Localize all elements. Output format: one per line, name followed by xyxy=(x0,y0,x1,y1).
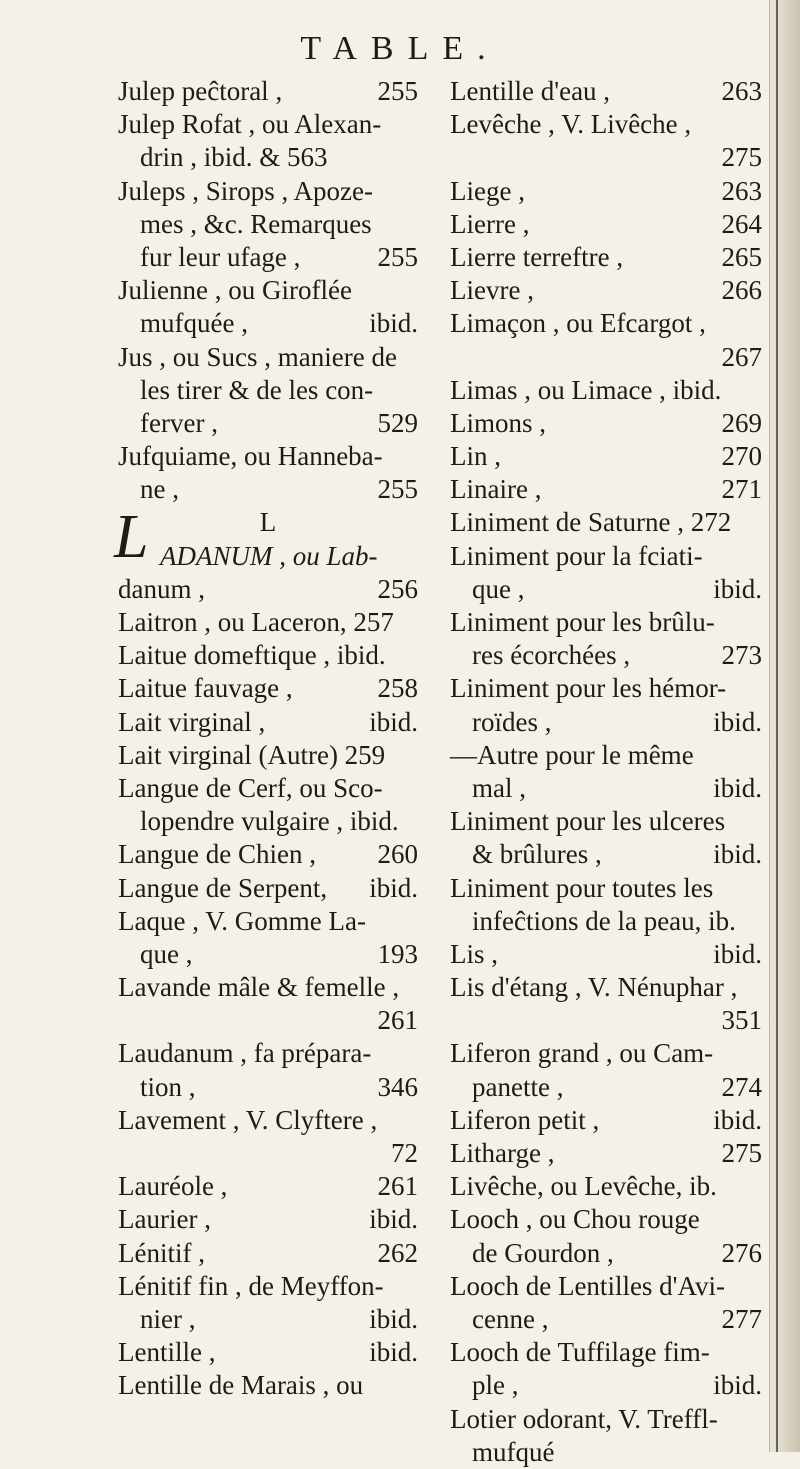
entry-text: Liniment pour toutes les xyxy=(450,872,714,903)
entry-page: ibid. xyxy=(369,706,418,737)
index-entry xyxy=(450,938,762,971)
entry-text: Jus , ou Sucs , maniere de xyxy=(118,341,397,372)
index-entry xyxy=(450,141,762,174)
entry-text: Lin , xyxy=(450,441,501,472)
entry-text: Laitue fauvage , xyxy=(118,673,293,704)
index-entry xyxy=(450,1071,762,1104)
entry-page: ibid. xyxy=(369,872,418,903)
index-entry xyxy=(118,1104,418,1137)
entry-text: Lavande mâle & femelle , xyxy=(118,972,400,1003)
entry-page: ibid. xyxy=(713,839,762,870)
entry-text: Laudanum , fa prépara- xyxy=(118,1038,372,1069)
entry-text: Lavement , V. Clyftere , xyxy=(118,1104,378,1135)
entry-page: 277 xyxy=(721,1303,762,1334)
entry-page: 267 xyxy=(721,341,762,372)
entry-text: Lait virginal (Autre) 259 xyxy=(118,739,386,770)
index-entry xyxy=(118,341,418,374)
index-entry xyxy=(118,1203,418,1236)
entry-text: Liniment de Saturne , 272 xyxy=(450,507,732,538)
index-entry xyxy=(118,971,418,1004)
entry-page: ibid. xyxy=(713,706,762,737)
entry-text: mufquée , xyxy=(140,308,248,339)
index-entry xyxy=(114,502,418,573)
index-entry xyxy=(450,573,762,606)
index-entry xyxy=(118,905,418,938)
index-entry xyxy=(450,706,762,739)
entry-text: Levêche , V. Livêche , xyxy=(450,109,692,140)
entry-text: Livêche, ou Levêche, ib. xyxy=(450,1171,717,1202)
entry-page: 261 xyxy=(377,1171,418,1202)
entry-page: 346 xyxy=(377,1071,418,1102)
index-entry xyxy=(118,1037,418,1070)
entry-text: que , xyxy=(140,938,193,969)
entry-page: 274 xyxy=(721,1071,762,1102)
entry-text: & brûlures , xyxy=(472,839,602,870)
index-entry xyxy=(450,1303,762,1336)
index-entry xyxy=(450,1170,762,1203)
entry-text: Julienne , ou Giroflée xyxy=(118,275,352,306)
index-entry xyxy=(450,175,762,208)
entry-text: Lis d'étang , V. Nénuphar , xyxy=(450,972,738,1003)
index-entry xyxy=(450,1436,762,1469)
index-entry xyxy=(118,1270,418,1303)
index-entry xyxy=(118,772,418,805)
entry-text: L xyxy=(259,507,277,538)
entry-text: Liniment pour les brûlu- xyxy=(450,607,715,637)
index-entry xyxy=(118,473,418,506)
entry-text: mal , xyxy=(472,772,526,803)
entry-text: Lis , xyxy=(450,938,499,969)
entry-page: 265 xyxy=(721,241,762,272)
index-entry xyxy=(118,1071,418,1104)
entry-page: 266 xyxy=(721,275,762,306)
index-entry xyxy=(450,872,762,905)
index-entry xyxy=(450,75,762,108)
entry-text: Laurier , xyxy=(118,1204,211,1235)
index-entry xyxy=(118,108,418,141)
index-entry xyxy=(450,473,762,506)
entry-page: ibid. xyxy=(369,1337,418,1368)
entry-text: Juleps , Sirops , Apoze- xyxy=(118,175,373,206)
entry-page: 256 xyxy=(377,573,418,604)
entry-text: panette , xyxy=(472,1071,564,1102)
entry-text: les tirer & de les con- xyxy=(140,374,374,405)
entry-page: 271 xyxy=(721,474,762,505)
entry-text: roïdes , xyxy=(472,706,552,737)
entry-text: Lentille , xyxy=(118,1337,216,1368)
entry-text: Lauréole , xyxy=(118,1171,228,1202)
entry-text: ferver , xyxy=(140,407,218,438)
index-entry xyxy=(450,1369,762,1402)
entry-page: ibid. xyxy=(713,772,762,803)
index-entry xyxy=(118,1137,418,1170)
index-entry xyxy=(118,274,418,307)
entry-text: ple , xyxy=(472,1370,519,1401)
entry-page: 529 xyxy=(377,407,418,438)
entry-page: 258 xyxy=(377,673,418,704)
index-entry xyxy=(450,1237,762,1270)
entry-text: Jufquiame, ou Hanneba- xyxy=(118,441,383,472)
entry-text: Looch de Lentilles d'Avi- xyxy=(450,1270,726,1301)
index-entry xyxy=(450,208,762,241)
entry-text: —Autre pour le même xyxy=(450,739,694,770)
entry-text: Limas , ou Limace , ibid. xyxy=(450,374,722,405)
entry-text: Laitron , ou Laceron, 257 xyxy=(118,607,394,637)
index-entry xyxy=(450,1104,762,1137)
index-entry xyxy=(450,971,762,1004)
index-entry xyxy=(450,1270,762,1303)
entry-text: Liferon petit , xyxy=(450,1104,600,1135)
index-entry xyxy=(450,772,762,805)
drop-capital: L xyxy=(114,502,149,571)
index-entry xyxy=(118,706,418,739)
entry-text: Liniment pour les ulceres xyxy=(450,806,726,837)
entry-page: 270 xyxy=(721,441,762,472)
index-entry xyxy=(118,1303,418,1336)
index-entry xyxy=(450,739,762,772)
index-entry xyxy=(118,838,418,871)
index-entry xyxy=(118,805,418,838)
entry-page: ibid. xyxy=(713,938,762,969)
entry-page: 275 xyxy=(721,1138,762,1168)
entry-page: ibid. xyxy=(713,1104,762,1135)
index-entry xyxy=(118,639,418,672)
entry-text: cenne , xyxy=(472,1303,549,1334)
index-entry xyxy=(450,905,762,938)
index-entry xyxy=(118,374,418,407)
entry-text: Julep peĉtoral , xyxy=(118,76,283,106)
entry-page: ibid. xyxy=(369,1204,418,1235)
index-entry xyxy=(118,175,418,208)
entry-text: Laitue domeftique , ibid. xyxy=(118,640,386,671)
index-entry xyxy=(118,75,418,108)
entry-page: 193 xyxy=(377,938,418,969)
index-entry xyxy=(450,672,762,705)
entry-text: Liege , xyxy=(450,175,525,206)
index-entry xyxy=(450,341,762,374)
entry-page: 273 xyxy=(721,640,762,671)
entry-text: danum , xyxy=(118,573,205,604)
index-entry xyxy=(118,141,418,174)
entry-text: Liniment pour les hémor- xyxy=(450,673,727,704)
entry-text: Lénitif , xyxy=(118,1237,205,1268)
index-entry xyxy=(450,440,762,473)
book-spine-edge xyxy=(769,0,800,1452)
index-entry xyxy=(118,241,418,274)
entry-text: Langue de Serpent, xyxy=(118,872,328,903)
index-entry xyxy=(450,1037,762,1070)
entry-text: Liferon grand , ou Cam- xyxy=(450,1038,714,1069)
entry-text: Laque , V. Gomme La- xyxy=(118,905,366,936)
entry-text: infeĉtions de la peau, ib. xyxy=(472,905,736,936)
entry-page: 263 xyxy=(721,175,762,206)
entry-text: Lievre , xyxy=(450,275,534,306)
entry-text: mufqué xyxy=(472,1436,555,1467)
index-entry xyxy=(118,672,418,705)
entry-text: Linaire , xyxy=(450,474,542,505)
entry-text: Lentille d'eau , xyxy=(450,76,611,106)
entry-text: Litharge , xyxy=(450,1138,555,1168)
entry-page: ibid. xyxy=(713,1370,762,1401)
index-entry xyxy=(450,241,762,274)
index-entry xyxy=(118,1369,418,1402)
entry-page: ibid. xyxy=(369,308,418,339)
entry-page: 351 xyxy=(721,1005,762,1036)
entry-page: ibid. xyxy=(713,573,762,604)
entry-text: Lierre , xyxy=(450,208,530,239)
index-entry xyxy=(118,1170,418,1203)
index-entry xyxy=(450,838,762,871)
index-entry xyxy=(450,407,762,440)
entry-page: 275 xyxy=(721,142,762,173)
entry-text: mes , &c. Remarques xyxy=(140,208,372,239)
index-entry xyxy=(450,639,762,672)
entry-page: 255 xyxy=(377,76,418,106)
index-entry xyxy=(118,208,418,241)
entry-text: fur leur ufage , xyxy=(140,241,301,272)
entry-text: Lénitif fin , de Meyffon- xyxy=(118,1270,384,1301)
entry-text: de Gourdon , xyxy=(472,1237,614,1268)
index-entry xyxy=(450,1203,762,1236)
index-entry xyxy=(450,540,762,573)
entry-page: 260 xyxy=(377,839,418,870)
index-entry xyxy=(450,108,762,141)
entry-text: tion , xyxy=(140,1071,196,1102)
entry-text: Looch , ou Chou rouge xyxy=(450,1204,700,1235)
entry-text: Julep Rofat , ou Alexan- xyxy=(118,109,382,140)
entry-text: ne , xyxy=(140,474,179,505)
index-entry xyxy=(450,274,762,307)
entry-text: Lierre terreftre , xyxy=(450,241,624,272)
index-entry xyxy=(450,307,762,340)
entry-page: 261 xyxy=(377,1005,418,1036)
index-entry xyxy=(450,506,762,539)
entry-page: 72 xyxy=(391,1138,418,1168)
index-entry xyxy=(450,374,762,407)
index-entry xyxy=(118,506,418,539)
index-entry xyxy=(450,805,762,838)
entry-text: lopendre vulgaire , ibid. xyxy=(140,806,399,837)
entry-page: 255 xyxy=(377,241,418,272)
entry-page: 264 xyxy=(721,208,762,239)
entry-text: Langue de Chien , xyxy=(118,839,316,870)
entry-text: Lotier odorant, V. Treffl- xyxy=(450,1403,718,1434)
entry-text: Limons , xyxy=(450,407,547,438)
entry-text: nier , xyxy=(140,1303,196,1334)
entry-page: 255 xyxy=(377,474,418,505)
index-entry xyxy=(118,307,418,340)
spine-line xyxy=(776,0,778,1452)
entry-text: Liniment pour la fciati- xyxy=(450,540,703,571)
index-entry xyxy=(450,1004,762,1037)
entry-text: que , xyxy=(472,573,525,604)
index-entry xyxy=(118,606,418,639)
entry-text: Langue de Cerf, ou Sco- xyxy=(118,772,383,803)
entry-page: 269 xyxy=(721,407,762,438)
index-entry xyxy=(450,1403,762,1436)
index-entry xyxy=(118,440,418,473)
index-entry xyxy=(118,1336,418,1369)
entry-text: Looch de Tuffilage fim- xyxy=(450,1337,710,1368)
index-entry xyxy=(118,872,418,905)
index-entry xyxy=(118,1004,418,1037)
entry-text: Lentille de Marais , ou xyxy=(118,1370,364,1401)
entry-page: 263 xyxy=(721,76,762,106)
index-entry xyxy=(450,1336,762,1369)
entry-text: ADANUM , ou Lab- xyxy=(160,540,378,571)
index-entry xyxy=(450,1137,762,1170)
right-column xyxy=(450,75,762,1469)
entry-text: Lait virginal , xyxy=(118,706,266,737)
index-entry xyxy=(118,938,418,971)
left-column xyxy=(114,75,418,1403)
entry-page: 262 xyxy=(377,1237,418,1268)
entry-text: Limaçon , ou Efcargot , xyxy=(450,308,706,339)
index-entry xyxy=(118,739,418,772)
page-header: TABLE. xyxy=(300,30,500,67)
entry-text: drin , ibid. & 563 xyxy=(140,142,328,173)
index-entry xyxy=(450,606,762,639)
entry-page: 276 xyxy=(721,1237,762,1268)
index-entry xyxy=(118,573,418,606)
entry-text: res écorchées , xyxy=(472,640,631,671)
entry-page: ibid. xyxy=(369,1303,418,1334)
index-entry xyxy=(118,407,418,440)
index-entry xyxy=(118,1237,418,1270)
